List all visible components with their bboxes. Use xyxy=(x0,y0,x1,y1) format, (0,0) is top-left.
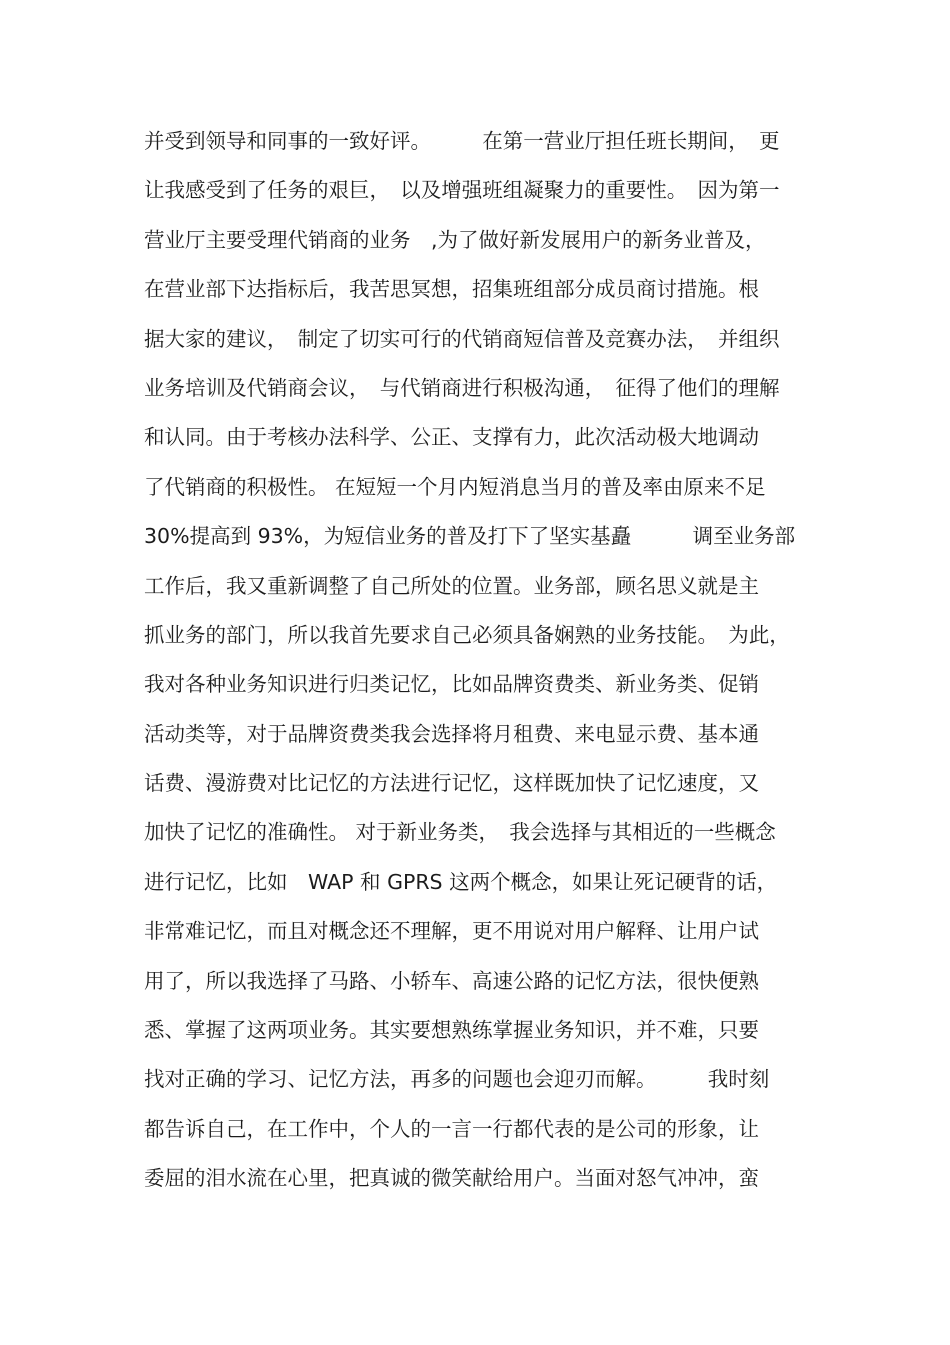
text-line-9: 30%提高到 93%，为短信业务的普及打下了坚实基矗 调至业务部 xyxy=(144,524,796,549)
text-line-14: 话费、漫游费对比记忆的方法进行记忆，这样既加快了记忆速度，又 xyxy=(144,771,759,796)
text-line-12: 我对各种业务知识进行归类记忆，比如品牌资费类、新业务类、促销 xyxy=(144,672,759,697)
text-line-11: 抓业务的部门，所以我首先要求自己必须具备娴熟的业务技能。 为此， xyxy=(144,622,790,647)
text-line-19: 悉、掌握了这两项业务。其实要想熟练掌握业务知识，并不难，只要 xyxy=(144,1018,759,1043)
body-text xyxy=(144,124,810,1211)
text-line-3: 营业厅主要受理代销商的业务 ,为了做好新发展用户的新务业普及， xyxy=(144,227,766,252)
text-line-16: 进行记忆，比如 WAP 和 GPRS 这两个概念，如果让死记硬背的话， xyxy=(144,869,778,894)
text-line-21: 都告诉自己，在工作中，个人的一言一行都代表的是公司的形象，让 xyxy=(144,1116,759,1141)
text-line-4: 在营业部下达指标后，我苦思冥想，招集班组部分成员商讨措施。根 xyxy=(144,277,759,302)
text-line-15: 加快了记忆的准确性。 对于新业务类， 我会选择与其相近的一些概念 xyxy=(144,820,776,845)
text-line-22: 委屈的泪水流在心里，把真诚的微笑献给用户。当面对怒气冲冲，蛮 xyxy=(144,1166,759,1191)
text-line-7: 和认同。由于考核办法科学、公正、支撑有力，此次活动极大地调动 xyxy=(144,425,759,450)
text-line-20: 找对正确的学习、记忆方法，再多的问题也会迎刃而解。 我时刻 xyxy=(144,1067,770,1092)
text-line-5: 据大家的建议， 制定了切实可行的代销商短信普及竞赛办法， 并组织 xyxy=(144,326,780,351)
text-line-8: 了代销商的积极性。 在短短一个月内短消息当月的普及率由原来不足 xyxy=(144,474,766,499)
text-line-17: 非常难记忆，而且对概念还不理解，更不用说对用户解释、让用户试 xyxy=(144,919,759,944)
text-line-2: 让我感受到了任务的艰巨， 以及增强班组凝聚力的重要性。 因为第一 xyxy=(144,178,780,203)
text-line-18: 用了，所以我选择了马路、小轿车、高速公路的记忆方法，很快便熟 xyxy=(144,968,759,993)
text-line-13: 活动类等，对于品牌资费类我会选择将月租费、来电显示费、基本通 xyxy=(144,721,759,746)
text-line-10: 工作后，我又重新调整了自己所处的位置。业务部，顾名思义就是主 xyxy=(144,573,759,598)
text-line-6: 业务培训及代销商会议， 与代销商进行积极沟通， 征得了他们的理解 xyxy=(144,375,780,400)
text-line-1: 并受到领导和同事的一致好评。 在第一营业厅担任班长期间， 更 xyxy=(144,129,780,153)
